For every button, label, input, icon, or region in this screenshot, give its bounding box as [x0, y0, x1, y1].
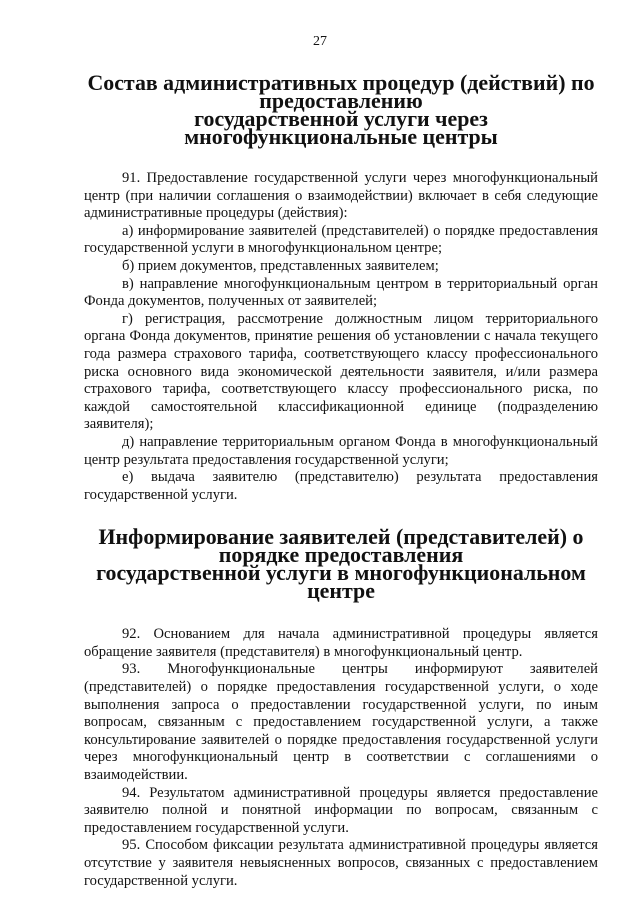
list-item-v: в) направление многофункциональным центром в территориальный орган Фонда документов, полученных от заявителей; [84, 275, 598, 310]
section-heading-informing [84, 524, 598, 604]
paragraph-94: 94. Результатом административной процедуры является предоставление заявителю полной и понятной информации по вопросам, связанным с предоставлением государственной услуги. [84, 784, 598, 836]
page-number: 27 [313, 34, 327, 49]
list-item-e: е) выдача заявителю (представителю) результата предоставления государственной услуги. [84, 469, 598, 503]
heading-line: государственной услуги через многофункциональные центры [184, 106, 498, 149]
paragraph-93: 93. Многофункциональные центры информируют заявителей (представителей) о порядке предоставления государственной услуги, о ходе выполнения запроса о предоставлении государственной услуги, по иным вопросам, связанным с предоставлением государственной услуги, а также консультирование заявителей о порядке предоставления государственной услуги через многофункциональный центр в соответствии с соглашениями о взаимодействии. [84, 661, 598, 784]
list-item-d: д) направление территориальным органом Фонда в многофункциональный центр результата предоставления государственной услуги; [84, 433, 598, 468]
paragraph-91: 91. Предоставление государственной услуги через многофункциональный центр (при наличии соглашения о взаимодействии) включает в себя следующие административные процедуры (действия): [84, 170, 598, 222]
section-heading-composition [84, 70, 598, 149]
list-item-g: г) регистрация, рассмотрение должностным лицом территориального органа Фонда документов, принятие решения об установлении с начала текущего года размера страхового тарифа, соответствующего классу профессионального риска основного вида экономической деятельности заявителя, и/или размера страхового тарифа, соответствующего классу профессионального риска, по каждой самостоятельной классификационной единице (подразделению заявителя); [84, 310, 598, 433]
list-item-b: б) прием документов, представленных заявителем; [122, 257, 439, 274]
paragraph-92: 92. Основанием для начала административной процедуры является обращение заявителя (представителя) в многофункциональный центр. [84, 626, 598, 660]
paragraph-95: 95. Способом фиксации результата административной процедуры является отсутствие у заявителя невыясненных вопросов, связанных с предоставлением государственной услуги. [84, 837, 598, 889]
heading-line: Состав административных процедур (действий) по предоставлению [87, 70, 595, 113]
list-item-a: а) информирование заявителей (представителей) о порядке предоставления государственной услуги в многофункциональном центре; [84, 222, 598, 257]
page-content [84, 70, 598, 890]
heading-line: государственной услуги в многофункциональном центре [96, 560, 586, 604]
heading-line: Информирование заявителей (представителей) о порядке предоставления [98, 524, 584, 568]
